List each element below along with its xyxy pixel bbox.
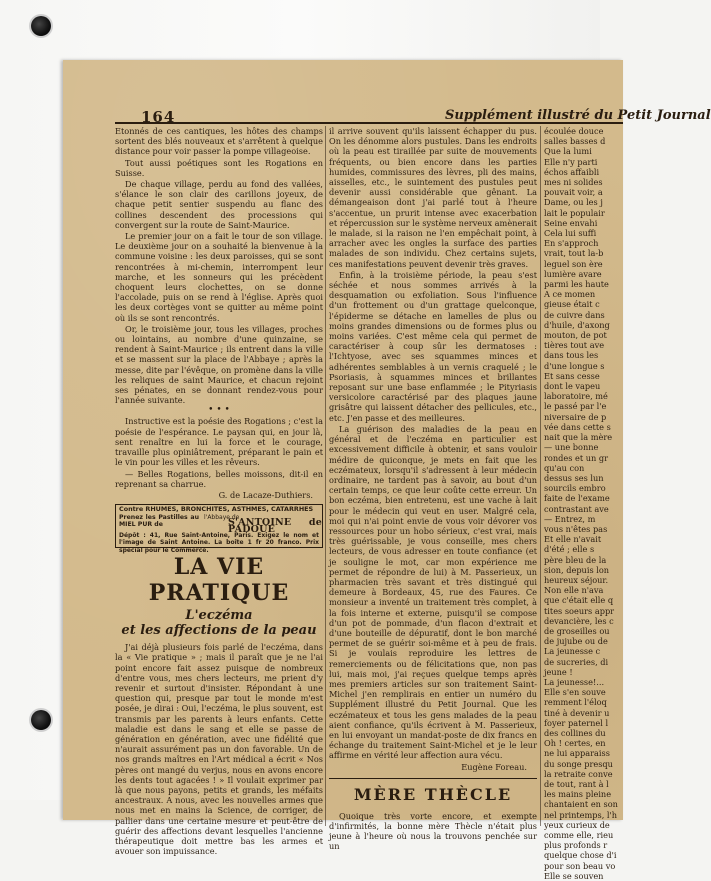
cut-off-line: tiné à devenir u [544, 707, 610, 718]
cut-off-line: leguel son ère [544, 258, 603, 269]
paragraph: J'ai déjà plusieurs fois parlé de l'eczéma, dans la « Vie pratique » ; mais il paraît que je ne l'ai point encore fait assez puisque de nombreux d'entre vous, mes chers lecteurs, me prient d'y revenir et surtout d'insister. Répondant à une question qui, presque par tout le monde m'est posée, je dirai : Oui, l'eczéma, le plus souvent, est transmis par les parents à leurs enfants. Cette maladie est dans le sang et elle se passe de génération en génération, avec une fidélité que n'aurait assurément pas un don favorable. Un de nos grands maîtres en l'Art médical a écrit « Nos pères ont mangé du verjus, nous en avons encore les dents tout agacées ! » Il voulait exprimer par là que nous payons, petits et grands, les méfaits ancestraux. A nous, avec les nouvelles armes que nous met en mains la Science, de corriger, de pallier dans une certaine mesure et peut-être de guérir des affections devant lesquelles l'ancienne thérapeutique doit mettre bas les armes et avouer son impuissance. [115, 642, 323, 857]
cut-off-line: nait que la mère [544, 432, 613, 443]
cut-off-line: La jeunesse!... [544, 676, 605, 687]
cut-off-line: pour son beau vo [544, 860, 616, 871]
ad-headline: Contre RHUMES, BRONCHITES, ASTHMES, CATARRHES [119, 505, 314, 514]
cut-off-line: Elle se souven [544, 870, 604, 881]
cut-off-line: La jeunesse c [544, 646, 601, 657]
cut-off-line: — une bonne [544, 442, 599, 453]
cut-off-line: rondes et un gr [544, 452, 609, 463]
header-rule [115, 122, 623, 124]
cut-off-line: niversaire de p [544, 411, 607, 422]
cut-off-line: mes ni solides [544, 177, 603, 188]
cut-off-line: vous n'êtes pas [544, 523, 608, 534]
cut-off-line: mouton, de pot [544, 330, 607, 341]
cut-off-line: sourcils embro [544, 483, 606, 494]
cut-off-line: de jujube ou de [544, 636, 608, 647]
cut-off-line: Que la lumi [544, 146, 592, 157]
cut-off-line: d'huile, d'axong [544, 319, 610, 330]
cut-off-line: qu'au con [544, 462, 585, 473]
paragraph: Quoique très vorte encore, et exempte d'infirmités, la bonne mère Thècle n'était plus jeune à l'heure où nous la trouvons penchée sur un [329, 810, 537, 852]
cut-off-line: En s'approch [544, 238, 599, 249]
cut-off-line: les mains pleine [544, 789, 612, 800]
paragraph: Etonnés de ces cantiques, les hôtes des champs sortent des blés nouveaux et s'arrêtent à quelque distance pour voir passer la pompe villageoise. [115, 126, 323, 157]
cut-off-line: échos affaibli [544, 166, 600, 177]
cut-off-line: Oh ! certes, en [544, 738, 606, 749]
cut-off-line: père bleu de la [544, 554, 607, 565]
column-1 [115, 126, 323, 857]
cut-off-line: Cela lui suffi [544, 228, 597, 239]
cut-off-line: faite de l'exame [544, 493, 610, 504]
binder-hole-top [31, 16, 51, 36]
cut-off-line: de tout, rant à l [544, 779, 609, 789]
paragraph: La guérison des maladies de la peau en général et de l'eczéma en particulier est excessivement difficile à obtenir, et sans vouloir médire de quiconque, je mets en fait que les eczémateux, lorsqu'il s'adressent à leur médecin ordinaire, ne tardent pas à savoir, au bout d'un certain temps, ce que leur coûte cette erreur. Un bon eczéma, bien entretenu, est une vache à lait pour le médecin qui veut en user. Malgré cela, moi qui n'ai point envie de vous voir dévorer vos ressources pour un hobo sérieux, c'est vrai, mais très guérissable, je vous conseille, mes chers lecteurs, de vous adresser en toute confiance (et je souligne le mot, car mon expérience me permet de répondre de lui) à M. Passerieux, un pharmacien très savant et très distingué qui demeure à Bordeaux, 45, rue des Faures. Ce monsieur a inventé un traitement très complet, à la fois interne et externe, puisqu'il se compose d'un pot de pommade, d'un flacon d'extrait et d'une bouteille de dépuratif, dont le bon marché permet de se guérir soi-même et à peu de frais. Si je voulais reproduire les lettres de remerciements ou de félicitations que, non pas lui, mais moi, j'ai reçues quelque temps après mes premiers articles sur son traitement Saint-Michel j'en remplirais en entier un numéro du Supplément illustré du Petit Journal. Que les eczémateux et tous les gens malades de la peau aient confiance, qu'ils écrivent à M. Passerieux, en lui envoyant un mandat-poste de dix francs en échange du traitement Saint-Michel et je le leur affirme en vérité leur affection aura vécu. [329, 423, 537, 761]
cut-off-line: de cuivre dans [544, 309, 605, 320]
cut-off-line: Et sans cesse [544, 370, 600, 381]
column-2 [329, 126, 537, 853]
cut-off-line: lait le populair [544, 207, 605, 218]
cut-off-line: d'une longue s [544, 360, 605, 371]
cut-off-line: tites soeurs appr [544, 605, 615, 616]
running-head: Supplément illustré du Petit Journal [445, 108, 711, 123]
cut-off-line: Dame, ou les j [544, 197, 603, 208]
cut-off-line: Et elle n'avait [544, 534, 602, 545]
cut-off-line: de sucreries, di [544, 656, 609, 667]
cut-off-line: heureux séjour. [544, 574, 609, 585]
ad-brand-prefix: l'Abbaye de [204, 514, 240, 522]
cut-off-line: lumière avare [544, 268, 602, 279]
cut-off-line: salles basses d [544, 136, 606, 147]
cut-off-line: vée dans cette s [544, 421, 611, 432]
pastilles-advertisement [115, 504, 323, 554]
cut-off-line: du songe presqu [544, 758, 613, 769]
paragraph: Enfin, à la troisième période, la peau s'est séchée et nous sommes arrivés à la desquamation ou exfoliation. Sous l'influence d'un frottement ou d'un grattage quelconque, l'épiderme se détache en lamelles de plus ou moins grandes dimensions ou de formes plus ou moins variées. C'est même cela qui permet de caractériser à coup sûr les dermatoses : l'Ichtyose, avec ses squammes minces et adhérentes semblables à un vernis craquelé ; le Psoriasis, à squammes minces et brillantes reposant sur une base enflammée ; le Pityriasis versicolore caractérisé par des plaques jaune grisâtre qui laissent détacher des pellicules, etc., etc. J'en passe et des meilleures. [329, 269, 537, 423]
cut-off-line: nel printemps, l'h [544, 809, 618, 820]
page-number: 164 [141, 108, 176, 126]
cut-off-line: dessus ses lun [544, 472, 604, 483]
ad-brand: S'ANTOINE de PADOUE [228, 517, 322, 536]
section-ornament: • • • [208, 405, 230, 416]
cut-off-line: Non elle n'ava [544, 585, 604, 596]
cut-off-line: A ce momen [544, 289, 596, 300]
cut-off-line: jeune ! [544, 666, 573, 677]
section-title: LA VIE PRATIQUE [148, 554, 290, 607]
paragraph: Or, le troisième jour, tous les villages, proches ou lointains, au nombre d'une quinzaine, se rendent à Saint-Maurice ; ils entrent dans la ville et se massent sur la place de l'Abbaye ; après la messe, dite par l'évêque, on promène dans la ville les reliques de saint Maurice, et chacun rejoint ses pénates, en se donnant rendez-vous pour l'année suivante. [115, 323, 323, 406]
article-title [115, 608, 323, 638]
paragraph: — Belles Rogations, belles moissons, dit-il en reprenant sa charrue. [115, 468, 323, 489]
cut-off-line: chantaient en son [544, 799, 618, 810]
ad-bottom-block: Dépôt : 41, Rue Saint-Antoine, Paris. Exigez le nom et l'image de Saint Antoine. La boîte 1 fr 20 franco. Prix spécial pour le Commerce. [119, 532, 319, 554]
binder-hole-bottom [31, 710, 51, 730]
cut-off-line: parmi les haute [544, 279, 609, 290]
cut-off-line: le passé par l'e [544, 401, 607, 412]
cut-off-line: — Entrez, m [544, 513, 596, 524]
cut-off-line: sion, depuis lon [544, 564, 610, 575]
cut-off-line: la retraite conve [544, 768, 613, 779]
ad-left-block: Prenez les Pastilles au MIEL PUR de [119, 514, 199, 529]
paragraph: De chaque village, perdu au fond des vallées, s'élance le son clair des carillons joyeux, de chaque petit sentier suspendu au flanc des collines descendent des processions qui convergent sur la route de Saint-Maurice. [115, 179, 323, 230]
paragraph: Le premier jour on a fait le tour de son village. Le deuxième jour on a souhaité la bienvenue à la commune voisine : les deux paroisses, qui se sont rencontrées à mi-chemin, interrompent leur marche, et les sonneurs qui les précèdent choquent leurs clochettes, on se donne l'accolade, puis on se rend à l'église. Après quoi les deux cortèges vont se quitter au même point où ils se sont rencontrés. [115, 231, 323, 323]
cut-off-line: tières tout ave [544, 340, 605, 351]
cut-off-line: d'été ; elle s [544, 544, 595, 555]
cut-off-line: que c'était elle q [544, 595, 614, 606]
cut-off-line: foyer paternel l [544, 717, 609, 728]
cut-off-line: laboratoire, mé [544, 391, 608, 402]
column-3 [544, 126, 634, 881]
author-signature: G. de Lacaze-Duthiers. [218, 489, 313, 500]
paragraph: il arrive souvent qu'ils laissent échapper du pus. On les dénomme alors pustules. Dans les endroits où la peau est tiraillée par suite de mouvements fréquents, ou bien encore dans les parties humides, commissures des lèvres, pli des mains, aisselles, etc., le suintement des pustules peut devenir aussi considérable que gênant. La démangeaison dont j'ai parlé tout à l'heure s'accentue, un prurit intense avec exacerbation et répercussion sur le système nerveux amènerait le malade, si la raison ne l'en empêchait point, à arracher avec les ongles la surface des parties malades de son individu. Chez certains sujets, ces manifestations peuvent devenir très graves. [329, 126, 537, 269]
article-title-line-2: et les affections de la peau [121, 623, 317, 639]
article-title-line-1: L'eczéma [185, 608, 253, 624]
cut-off-line: yeux curieux de [544, 819, 610, 830]
paragraph: Tout aussi poétiques sont les Rogations en Suisse. [115, 157, 323, 178]
cut-off-line: comme elle, rieu [544, 830, 614, 841]
cut-off-line: de groseilles ou [544, 625, 610, 636]
cut-off-line: vrait, tout la-b [544, 248, 604, 259]
cut-off-line: plus profonds r [544, 840, 608, 851]
cut-off-line: quelque chose d'i [544, 850, 617, 861]
cut-off-line: Elle n'y parti [544, 156, 598, 167]
cut-off-line: remment l'éloq [544, 697, 607, 708]
serial-title: MÈRE THÈCLE [329, 778, 537, 805]
cut-off-line: contrastant ave [544, 503, 609, 514]
cut-off-line: ne lui apparaiss [544, 748, 610, 759]
column-separator-1 [325, 126, 326, 826]
paragraph: Instructive est la poésie des Rogations ; c'est la poésie de l'espérance. Le paysan qui, en jour là, sent renaître en lui la force et le courage, travaille plus opiniâtrement, préparant le pain et le vin pour les villes et les rêveurs. [115, 416, 323, 468]
cut-off-line: devancière, les c [544, 615, 614, 626]
cut-off-line: Seine envahi [544, 217, 598, 228]
cut-off-line: gieuse était c [544, 299, 600, 310]
cut-off-line: pouvait voir, a [544, 187, 603, 198]
column-separator-2 [540, 126, 541, 826]
cut-off-line: dont le vapeu [544, 381, 601, 392]
cut-off-line: écoulée douce [544, 126, 604, 136]
cut-off-line: des collines du [544, 727, 606, 738]
cut-off-line: dans tous les [544, 350, 599, 361]
author-signature: Eugène Foreau. [461, 761, 527, 772]
newspaper-page [63, 60, 711, 881]
cut-off-line: Elle s'en souve [544, 687, 606, 698]
